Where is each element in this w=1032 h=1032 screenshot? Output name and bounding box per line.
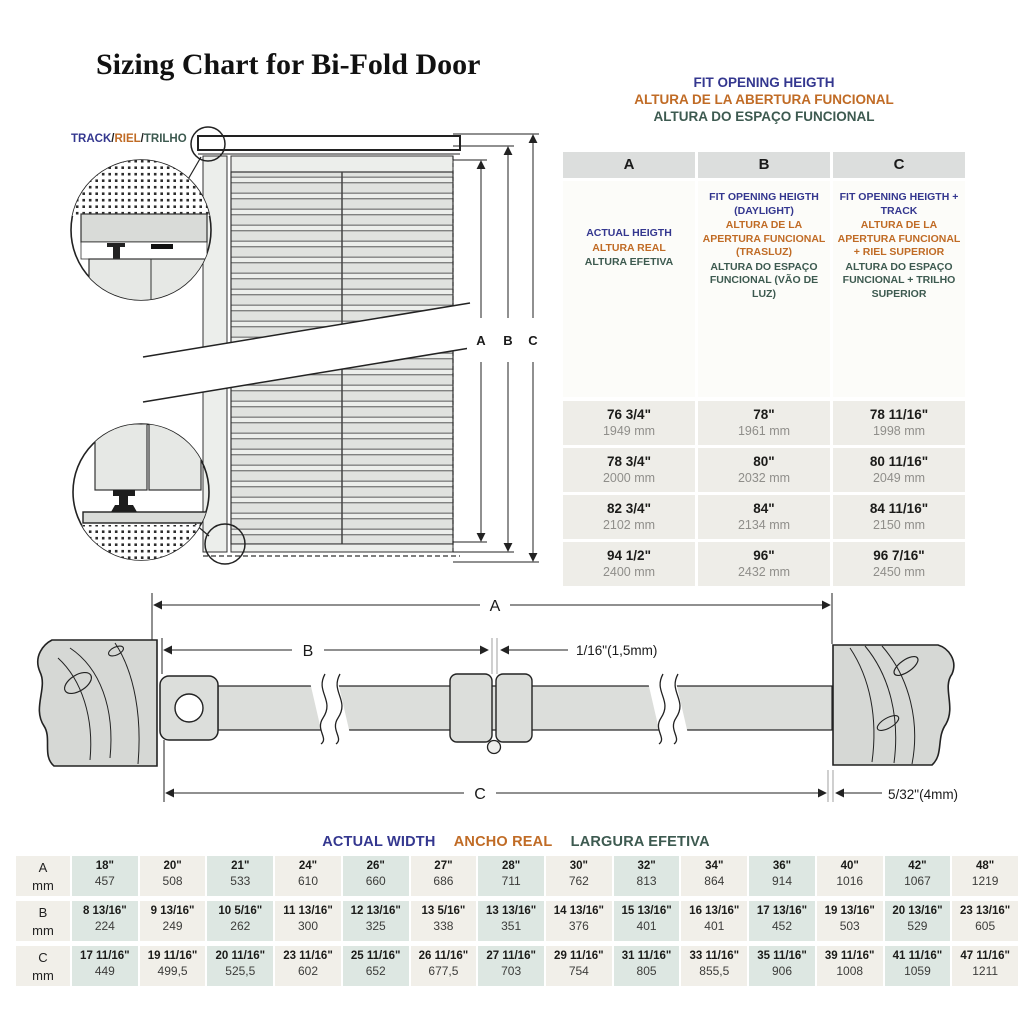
width-value-cell xyxy=(749,901,815,941)
width-value-mm: 503 xyxy=(839,919,860,933)
track-dim-a-label: A xyxy=(489,598,501,615)
right-wood-post xyxy=(833,645,954,765)
track-dim-a xyxy=(152,593,832,644)
width-value-mm: 338 xyxy=(433,919,454,933)
track-diagram xyxy=(20,588,1020,828)
page-title: Sizing Chart for Bi-Fold Door xyxy=(96,48,481,81)
width-value-inches: 19 11/16" xyxy=(147,950,198,962)
width-value-cell xyxy=(885,901,951,941)
width-table-row xyxy=(16,946,1018,986)
width-value-cell xyxy=(952,946,1018,986)
track-label: TRACK/RIEL/TRILHO xyxy=(71,133,187,145)
width-value-inches: 20 11/16" xyxy=(215,950,266,962)
width-value-inches: 27 11/16" xyxy=(486,950,536,962)
height-value-cell xyxy=(563,448,695,492)
width-value-cell xyxy=(411,856,477,896)
width-value-inches: 11 13/16" xyxy=(283,905,333,917)
height-value-inches: 82 3/4" xyxy=(607,501,651,516)
height-value-mm: 1961 mm xyxy=(737,424,791,438)
height-value-mm: 2032 mm xyxy=(737,471,791,485)
height-value-mm: 2049 mm xyxy=(872,471,926,485)
width-value-cell xyxy=(546,901,612,941)
height-value-inches: 96" xyxy=(753,548,775,563)
width-heading-en: ACTUAL WIDTH xyxy=(322,834,436,850)
width-value-cell xyxy=(614,946,680,986)
height-value-cell xyxy=(698,401,830,445)
width-value-cell xyxy=(885,856,951,896)
height-table-descriptions xyxy=(563,181,965,397)
door-top-track xyxy=(198,136,460,150)
height-value-cell xyxy=(563,542,695,586)
width-value-cell xyxy=(952,901,1018,941)
height-value-inches: 80 11/16" xyxy=(869,454,929,469)
width-value-cell xyxy=(546,856,612,896)
width-value-mm: 906 xyxy=(771,964,792,978)
width-value-cell xyxy=(72,901,138,941)
track-dim-c-label: C xyxy=(474,786,486,803)
width-value-cell xyxy=(478,901,544,941)
door-dimension-lines xyxy=(453,134,553,562)
width-value-inches: 20" xyxy=(163,860,182,872)
track-callout-top xyxy=(67,127,225,323)
width-value-mm: 1219 xyxy=(971,874,999,888)
height-value-cell xyxy=(833,495,965,539)
width-value-inches: 16 13/16" xyxy=(689,905,740,917)
width-value-cell xyxy=(681,901,747,941)
width-value-inches: 12 13/16" xyxy=(350,905,401,917)
height-col-c: C xyxy=(833,152,965,178)
width-value-mm: 249 xyxy=(162,919,183,933)
door-dim-c-label: C xyxy=(528,333,538,348)
width-value-mm: 602 xyxy=(297,964,318,978)
width-value-inches: 18" xyxy=(95,860,114,872)
width-value-inches: 19 13/16" xyxy=(824,905,875,917)
width-value-cell xyxy=(343,946,409,986)
width-value-cell xyxy=(72,946,138,986)
width-value-cell xyxy=(140,946,206,986)
width-value-mm: 677,5 xyxy=(428,964,459,978)
width-value-inches: 39 11/16" xyxy=(824,950,875,962)
height-value-mm: 2134 mm xyxy=(737,518,791,532)
width-value-mm: 762 xyxy=(568,874,589,888)
width-row-unit: mm xyxy=(32,968,54,983)
height-value-cell xyxy=(833,401,965,445)
height-value-mm: 2150 mm xyxy=(872,518,926,532)
width-value-cell xyxy=(343,856,409,896)
height-heading-en: FIT OPENING HEIGTH xyxy=(693,75,835,90)
width-row-label xyxy=(16,901,70,941)
width-table-body xyxy=(16,856,1018,991)
width-value-cell xyxy=(207,901,273,941)
width-value-mm: 652 xyxy=(365,964,386,978)
width-value-mm: 660 xyxy=(365,874,386,888)
width-value-inches: 23 11/16" xyxy=(283,950,333,962)
width-row-unit: mm xyxy=(32,923,54,938)
height-desc-a: ACTUAL HEIGTH ALTURA REAL ALTURA EFETIVA xyxy=(563,181,695,397)
width-value-cell xyxy=(275,856,341,896)
width-heading-es: ANCHO REAL xyxy=(453,834,553,850)
height-table-heading xyxy=(563,74,965,125)
width-value-inches: 13 5/16" xyxy=(421,905,466,917)
width-value-cell xyxy=(885,946,951,986)
width-value-cell xyxy=(817,901,883,941)
width-value-cell xyxy=(817,856,883,896)
height-value-cell xyxy=(698,495,830,539)
width-table-heading xyxy=(0,834,1032,850)
width-value-inches: 26" xyxy=(366,860,385,872)
width-value-cell xyxy=(207,856,273,896)
width-value-mm: 529 xyxy=(907,919,928,933)
width-value-inches: 29 11/16" xyxy=(554,950,604,962)
width-value-cell xyxy=(681,856,747,896)
width-value-mm: 610 xyxy=(297,874,318,888)
track-gap-label: 1/16"(1,5mm) xyxy=(576,643,658,658)
height-value-mm: 2450 mm xyxy=(872,565,926,579)
width-value-inches: 17 11/16" xyxy=(80,950,130,962)
width-value-mm: 754 xyxy=(568,964,589,978)
height-value-mm: 1949 mm xyxy=(602,424,656,438)
width-value-inches: 48" xyxy=(976,860,995,872)
track-dim-b xyxy=(162,638,657,674)
width-value-mm: 686 xyxy=(433,874,454,888)
width-value-mm: 813 xyxy=(636,874,657,888)
width-value-mm: 1016 xyxy=(836,874,864,888)
width-value-inches: 34" xyxy=(705,860,724,872)
width-value-mm: 1059 xyxy=(904,964,931,978)
width-value-mm: 508 xyxy=(162,874,183,888)
height-desc-b: FIT OPENING HEIGTH (DAYLIGHT) ALTURA DE LA APERTURA FUNCIONAL (TRASLUZ) ALTURA DO ESPAÇO FUNCIONAL (VÃO DE LUZ) xyxy=(698,181,830,397)
width-value-mm: 914 xyxy=(771,874,792,888)
door-dim-b-label: B xyxy=(503,333,513,348)
width-value-cell xyxy=(478,946,544,986)
width-value-mm: 401 xyxy=(636,919,657,933)
width-value-mm: 452 xyxy=(771,919,792,933)
track-dim-b-label: B xyxy=(302,643,314,660)
width-value-cell xyxy=(275,901,341,941)
width-value-inches: 36" xyxy=(772,860,792,872)
height-value-inches: 78" xyxy=(753,407,775,422)
height-value-cell xyxy=(698,448,830,492)
width-value-cell xyxy=(72,856,138,896)
width-value-mm: 1067 xyxy=(904,874,931,888)
width-table-row xyxy=(16,856,1018,896)
width-value-inches: 26 11/16" xyxy=(418,950,469,962)
width-value-cell xyxy=(411,946,477,986)
width-value-cell xyxy=(207,946,273,986)
height-value-cell xyxy=(698,542,830,586)
width-value-inches: 8 13/16" xyxy=(82,905,127,917)
height-table xyxy=(563,152,965,586)
left-wood-post xyxy=(38,640,157,766)
width-value-inches: 9 13/16" xyxy=(150,905,195,917)
height-heading-es: ALTURA DE LA ABERTURA FUNCIONAL xyxy=(634,92,894,107)
width-row-label xyxy=(16,946,70,986)
width-value-mm: 525,5 xyxy=(225,964,256,978)
height-value-inches: 80" xyxy=(753,454,775,469)
height-value-inches: 84" xyxy=(753,501,775,516)
width-row-dim: B xyxy=(38,905,48,920)
width-value-inches: 17 13/16" xyxy=(756,905,808,917)
height-value-inches: 84 11/16" xyxy=(869,501,929,516)
width-value-inches: 42" xyxy=(908,860,927,872)
height-table-header xyxy=(563,152,965,178)
height-table-rows xyxy=(563,401,965,586)
width-value-inches: 33 11/16" xyxy=(689,950,740,962)
width-row-label xyxy=(16,856,70,896)
width-value-inches: 27" xyxy=(434,860,453,872)
height-value-mm: 2400 mm xyxy=(602,565,656,579)
height-desc-c: FIT OPENING HEIGTH + TRACK ALTURA DE LA APERTURA FUNCIONAL + RIEL SUPERIOR ALTURA DO ESPAÇO FUNCIONAL + TRILHO SUPERIOR xyxy=(833,181,965,397)
width-value-mm: 457 xyxy=(94,874,115,888)
width-value-mm: 499,5 xyxy=(157,964,188,978)
width-value-cell xyxy=(817,946,883,986)
width-value-inches: 47 11/16" xyxy=(960,950,1010,962)
height-value-cell xyxy=(833,448,965,492)
width-value-cell xyxy=(478,856,544,896)
height-value-inches: 78 3/4" xyxy=(607,454,651,469)
width-value-cell xyxy=(681,946,747,986)
width-value-inches: 41 11/16" xyxy=(892,950,943,962)
width-value-mm: 703 xyxy=(501,964,522,978)
width-value-mm: 1008 xyxy=(836,964,864,978)
height-value-cell xyxy=(563,401,695,445)
door-illustration xyxy=(55,100,560,585)
width-value-cell xyxy=(614,901,680,941)
track-side-label: 5/32"(4mm) xyxy=(888,787,959,802)
width-value-cell xyxy=(749,856,815,896)
width-value-mm: 224 xyxy=(94,919,115,933)
width-value-inches: 32" xyxy=(637,860,656,872)
width-value-inches: 23 13/16" xyxy=(960,905,1011,917)
width-value-cell xyxy=(614,856,680,896)
width-row-dim: A xyxy=(38,860,48,875)
width-value-cell xyxy=(546,946,612,986)
width-value-mm: 300 xyxy=(297,919,318,933)
width-value-inches: 20 13/16" xyxy=(892,905,943,917)
height-value-inches: 78 11/16" xyxy=(869,407,929,422)
width-value-inches: 13 13/16" xyxy=(486,905,537,917)
height-value-mm: 2432 mm xyxy=(737,565,791,579)
height-value-mm: 2102 mm xyxy=(602,518,656,532)
width-value-inches: 14 13/16" xyxy=(553,905,604,917)
width-value-mm: 1211 xyxy=(972,964,999,978)
door-dim-a-label: A xyxy=(476,333,486,348)
height-col-b: B xyxy=(698,152,830,178)
width-value-mm: 855,5 xyxy=(699,964,730,978)
height-value-cell xyxy=(833,542,965,586)
width-value-cell xyxy=(275,946,341,986)
height-col-a: A xyxy=(563,152,695,178)
width-value-inches: 28" xyxy=(502,860,521,872)
width-value-inches: 25 11/16" xyxy=(350,950,401,962)
width-value-inches: 35 11/16" xyxy=(757,950,807,962)
width-value-cell xyxy=(411,901,477,941)
width-value-mm: 262 xyxy=(230,919,251,933)
width-value-inches: 15 13/16" xyxy=(621,905,672,917)
width-row-dim: C xyxy=(38,950,48,965)
width-value-mm: 533 xyxy=(230,874,251,888)
width-value-cell xyxy=(749,946,815,986)
height-value-inches: 94 1/2" xyxy=(607,548,651,563)
width-value-mm: 401 xyxy=(704,919,725,933)
height-value-mm: 1998 mm xyxy=(872,424,926,438)
track-bar xyxy=(160,638,832,754)
width-value-inches: 30" xyxy=(569,860,588,872)
width-value-mm: 351 xyxy=(501,919,522,933)
width-value-cell xyxy=(140,856,206,896)
width-value-mm: 711 xyxy=(501,874,521,888)
height-value-inches: 96 7/16" xyxy=(873,548,925,563)
width-value-inches: 21" xyxy=(231,860,250,872)
width-heading-pt: LARGURA EFETIVA xyxy=(570,834,710,850)
height-value-inches: 76 3/4" xyxy=(607,407,651,422)
width-value-cell xyxy=(140,901,206,941)
width-value-mm: 605 xyxy=(975,919,996,933)
width-value-cell xyxy=(952,856,1018,896)
width-table-row xyxy=(16,901,1018,941)
height-value-cell xyxy=(563,495,695,539)
width-value-mm: 376 xyxy=(568,919,589,933)
width-value-mm: 449 xyxy=(94,964,115,978)
width-row-unit: mm xyxy=(32,878,54,893)
width-value-cell xyxy=(343,901,409,941)
width-value-mm: 325 xyxy=(365,919,386,933)
width-value-inches: 24" xyxy=(298,860,318,872)
width-value-mm: 805 xyxy=(636,964,657,978)
height-value-mm: 2000 mm xyxy=(602,471,656,485)
width-value-mm: 864 xyxy=(704,874,725,888)
width-value-inches: 10 5/16" xyxy=(218,905,263,917)
width-value-inches: 40" xyxy=(840,860,859,872)
width-value-inches: 31 11/16" xyxy=(621,950,672,962)
height-heading-pt: ALTURA DO ESPAÇO FUNCIONAL xyxy=(653,109,875,124)
